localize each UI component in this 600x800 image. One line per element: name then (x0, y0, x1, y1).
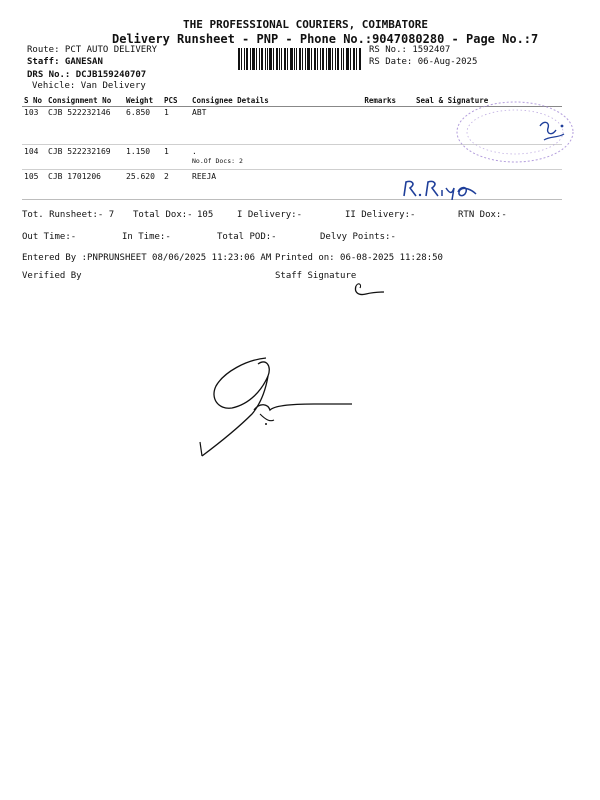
vehicle-label: Vehicle: Van Delivery (32, 81, 146, 91)
cell-pcs: 2 (162, 170, 190, 200)
column-header: Consignee Details (192, 95, 269, 105)
in-time: In Time:- (122, 232, 171, 242)
ii-delivery: II Delivery:- (345, 210, 416, 220)
cell-sno: 104 (22, 145, 46, 170)
cell-pcs: 1 (162, 145, 190, 170)
consignee-name: ABT (192, 108, 207, 117)
tot-runsheet: Tot. Runsheet:- 7 (22, 210, 115, 220)
out-time: Out Time:- (22, 232, 77, 242)
cell-consignment: CJB 522232169 (46, 145, 124, 170)
rs-date: RS Date: 06-Aug-2025 (369, 57, 478, 67)
column-header: PCS (164, 95, 178, 105)
rs-number: RS No.: 1592407 (369, 45, 451, 55)
company-title: THE PROFESSIONAL COURIERS, COIMBATORE (183, 18, 429, 31)
cell-consignee (190, 145, 342, 170)
printed-on: Printed on: 06-08-2025 11:28:50 (275, 253, 443, 263)
cell-sno: 103 (22, 106, 46, 145)
cell-remarks (342, 106, 398, 145)
route-label: Route: PCT AUTO DELIVERY (27, 45, 158, 55)
cell-consignee (190, 170, 342, 200)
table-row (22, 170, 562, 200)
cell-weight: 6.850 (124, 106, 162, 145)
delvy-points: Delvy Points:- (320, 232, 396, 242)
verifier-signature-image (196, 350, 356, 462)
consignee-name: . (192, 147, 197, 156)
staff-signature-image (352, 280, 388, 298)
consignee-name: REEJA (192, 172, 217, 181)
total-dox-value: 105 (197, 210, 214, 220)
cell-remarks (342, 145, 398, 170)
total-pod: Total POD:- (217, 232, 277, 242)
cell-remarks (342, 170, 398, 200)
total-dox-label: Total Dox:- (133, 210, 193, 220)
staff-label: Staff: GANESAN (27, 57, 103, 67)
column-header: Consignment No (48, 95, 112, 105)
drs-number: DRS No.: DCJB159240707 (27, 70, 147, 80)
i-delivery: I Delivery:- (237, 210, 303, 220)
cell-consignment: CJB 1701206 (46, 170, 124, 200)
column-header: Weight (126, 95, 154, 105)
column-header: Remarks (364, 95, 396, 105)
column-header: Seal & Signature (416, 95, 489, 105)
cell-consignee (190, 106, 342, 145)
cell-pcs: 1 (162, 106, 190, 145)
verified-by: Verified By (22, 271, 82, 281)
cell-weight: 25.620 (124, 170, 162, 200)
cell-consignment: CJB 522232146 (46, 106, 124, 145)
staff-signature-label: Staff Signature (275, 271, 357, 281)
seal-stamp-image (440, 96, 590, 168)
entered-by: Entered By :PNPRUNSHEET 08/06/2025 11:23:06 AM (22, 253, 272, 263)
runsheet-title: Delivery Runsheet - PNP - Phone No.:9047080280 - Page No.:7 (112, 32, 539, 46)
rtn-dox: RTN Dox:- (458, 210, 507, 220)
cell-sno: 105 (22, 170, 46, 200)
cell-weight: 1.150 (124, 145, 162, 170)
receiver-signature-image (398, 176, 478, 200)
barcode-image (238, 48, 362, 70)
docs-count: No.Of Docs: 2 (192, 157, 243, 165)
column-header: S No (24, 95, 43, 105)
